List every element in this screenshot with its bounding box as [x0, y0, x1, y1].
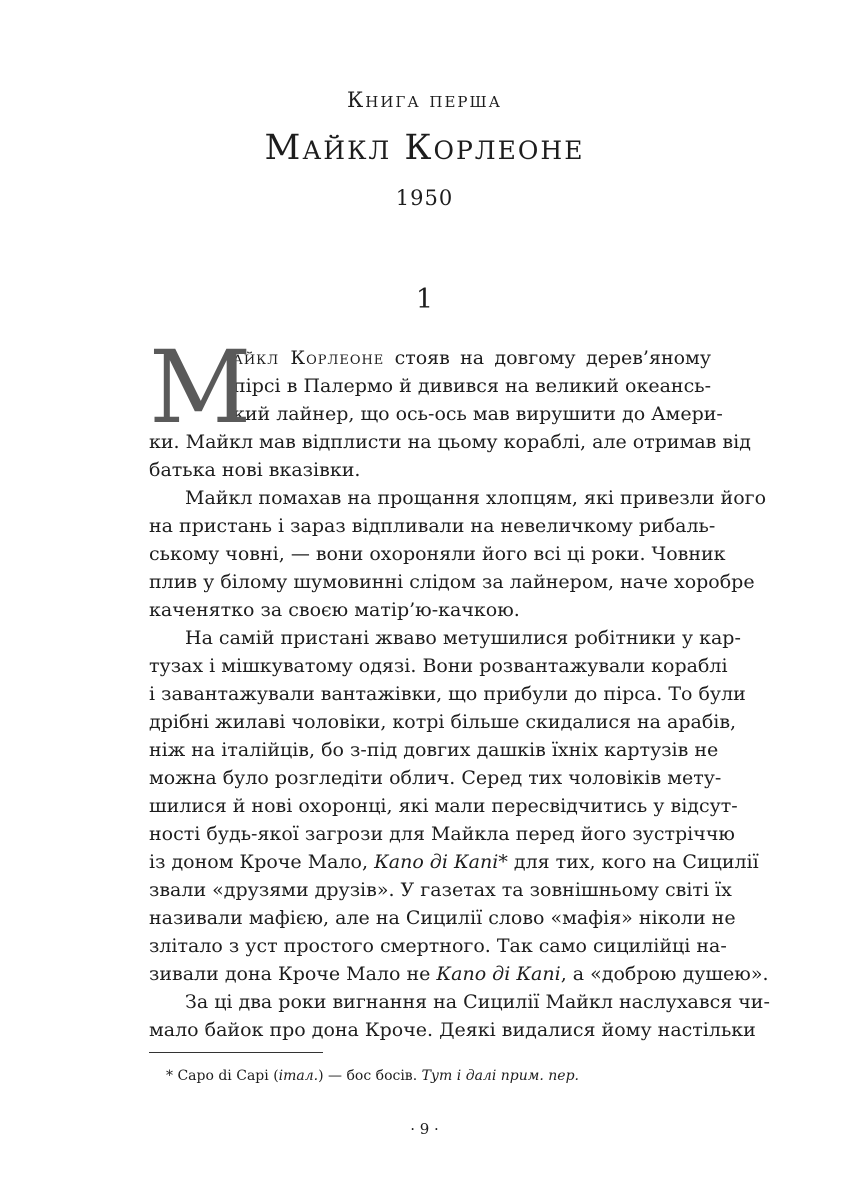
text-line: звали «друзями друзів». У газетах та зовнішньому світі їх [149, 879, 732, 901]
text-line: можна було розгледіти облич. Серед тих чоловіків мету- [149, 767, 722, 789]
text-line: ки. Майкл мав відплисти на цьому кораблі, але отримав від [149, 431, 751, 453]
drop-cap: М [149, 329, 252, 446]
chapter-title: Майкл Корлеоне [264, 128, 585, 168]
year: 1950 [395, 186, 454, 210]
italic-term: Капо ді Капі [436, 963, 561, 985]
text-line: ності будь-якої загрози для Майкла перед його зустріччю [149, 823, 735, 845]
text-line: батька нові вказівки. [149, 459, 361, 481]
text-line: ніж на італійців, бо з-під довгих дашків їхніх картузів не [149, 739, 719, 761]
italic-term: Капо ді Капі* [374, 851, 508, 873]
text-line: шилися й нові охоронці, які мали пересвідчитись у відсут- [149, 795, 738, 817]
footnote-rule [149, 1052, 323, 1053]
chapter-number: 1 [415, 284, 434, 315]
text-line: називали мафією, але на Сицилії слово «мафія» ніколи не [149, 907, 736, 929]
text-line: каченятко за своєю матір’ю-качкою. [149, 599, 520, 621]
text-line: пірсі в Палермо й дивився на великий океансь- [233, 375, 711, 397]
text-line: із доном Кроче Мало, Капо ді Капі* для тих, кого на Сицилії [149, 851, 759, 873]
text-line: айкл Корлеоне стояв на довгому дерев’яному [233, 347, 712, 369]
text-line: зивали дона Кроче Мало не Капо ді Капі, а «доброю душею». [149, 963, 769, 985]
lead-words: айкл Корлеоне [233, 347, 385, 369]
text-line: На самій пристані жваво метушилися робітники у кар- [185, 627, 741, 649]
text-line: плив у білому шумовинні слідом за лайнером, наче хоробре [149, 571, 755, 593]
text-line: і завантажували вантажівки, що прибули до пірса. То були [149, 683, 746, 705]
text-line: Майкл помахав на прощання хлопцям, які привезли його [185, 487, 767, 509]
text-line: кий лайнер, що ось-ось мав вирушити до Амери- [233, 403, 723, 425]
text-line: За ці два роки вигнання на Сицилії Майкл наслухався чи- [185, 991, 770, 1013]
text-line: злітало з уст простого смертного. Так само сицилійці на- [149, 935, 727, 957]
book-heading: Книга перша [347, 88, 502, 112]
text-line: на пристань і зараз відпливали на невеличкому рибаль- [149, 515, 716, 537]
text-line: дрібні жилаві чоловіки, котрі більше скидалися на арабів, [149, 711, 737, 733]
text-line: тузах і мішкуватому одязі. Вони розвантажували кораблі [149, 655, 728, 677]
text-line: ському човні, — вони охороняли його всі ці роки. Човник [149, 543, 726, 565]
footnote: * Capo di Capi (італ.) — бос босів. Тут і далі прим. пер. [166, 1068, 579, 1084]
text-line: мало байок про дона Кроче. Деякі видалися йому настільки [149, 1019, 756, 1041]
page-number: · 9 · [410, 1120, 439, 1138]
body-text [149, 329, 770, 1044]
